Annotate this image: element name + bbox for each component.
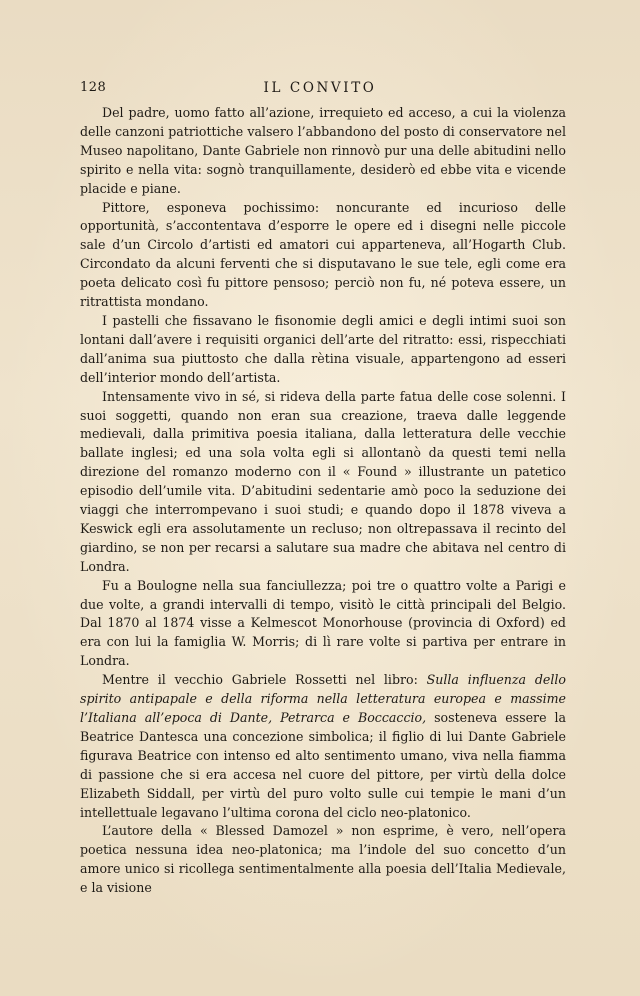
paragraph: Pittore, esponeva pochissimo: noncurante ed incurioso delle opportunità, s’accontentava d’esporre le opere ed i disegni nelle piccole sale d’un Circolo d’artisti ed amatori cui apparteneva, all’Hogarth Club. Circondato da alcuni ferventi che si disputavano le sue tele, egli come era poeta delicato così fu pittore pensoso; perciò non fu, né poteva essere, un ritrattista mondano.	[80, 199, 566, 310]
page-header	[0, 80, 640, 100]
paragraph: L’autore della « Blessed Damozel » non esprime, è vero, nell’opera poetica nessuna idea neo-platonica; ma l’indole del suo concetto d’un amore unico si ricollega sentimentalmente alla poesia dell’Italia Medievale, e la visione	[80, 823, 566, 896]
body-text	[80, 104, 566, 898]
paragraph-text: Mentre il vecchio Gabriele Rossetti nel libro:	[102, 672, 427, 688]
paragraph: Intensamente vivo in sé, si rideva della parte fatua delle cose solenni. I suoi soggetti, quando non eran sua creazione, traeva dalle leggende medievali, dalla primitiva poesia italiana, dalla letteratura delle vecchie ballate inglesi; ed una sola volta egli si allontanò da questi temi nella direzione del romanzo moderno con il « Found » illustrante un patetico episodio dell’umile vita. D’abitudini sedentarie amò poco la seduzione dei viaggi che interrompevano i suoi studi; e quando dopo il 1878 viveva a Keswick egli era assolutamente un recluso; non oltrepassava il recinto del giardino, se non per recarsi a salutare sua madre che abitava nel centro di Londra.	[80, 388, 566, 574]
page-number: 128	[80, 80, 107, 95]
paragraph: I pastelli che fissavano le fisonomie degli amici e degli intimi suoi son lontani dall’avere i requisiti organici dell’arte del ritratto: essi, rispecchiati dall’anima sua piuttosto che dalla rètina visuale, appartengono ad esseri dell’interior mondo dell’artista.	[80, 312, 566, 385]
running-head: IL CONVITO	[263, 80, 377, 96]
paragraph	[80, 671, 566, 822]
paragraph: Del padre, uomo fatto all’azione, irrequieto ed acceso, a cui la violenza delle canzoni patriottiche valsero l’abbandono del posto di conservatore nel Museo napolitano, Dante Gabriele non rinnovò pur una delle abitudini nello spirito e nella vita: sognò tranquillamente, desiderò ed ebbe vita e vicende placide e piane.	[80, 105, 566, 196]
book-title-italic: Sulla influenza dello spirito antipapale e della riforma nella letteratura europea e massime l’Italiana all’epoca di Dante, Petrarca e Boccaccio,	[80, 672, 566, 725]
paragraph: Fu a Boulogne nella sua fanciullezza; poi tre o quattro volte a Parigi e due volte, a grandi intervalli di tempo, visitò le città principali del Belgio. Dal 1870 al 1874 visse a Kelmescot Monorhouse (provincia di Oxford) ed era con lui la famiglia W. Morris; di lì rare volte si partiva per entrare in Londra.	[80, 577, 566, 669]
paragraph-text: sosteneva essere la Beatrice Dantesca una concezione simbolica; il figlio di lui Dante Gabriele figurava Beatrice con intenso ed alto sentimento umano, viva nella fiamma di passione che si era accesa nel cuore del pittore, per virtù della dolce Elizabeth Siddall, per virtù del puro volto sulle cui tempie le mani d’un intellettuale legavano l’ultima corona del ciclo neo-platonico.	[80, 710, 567, 820]
